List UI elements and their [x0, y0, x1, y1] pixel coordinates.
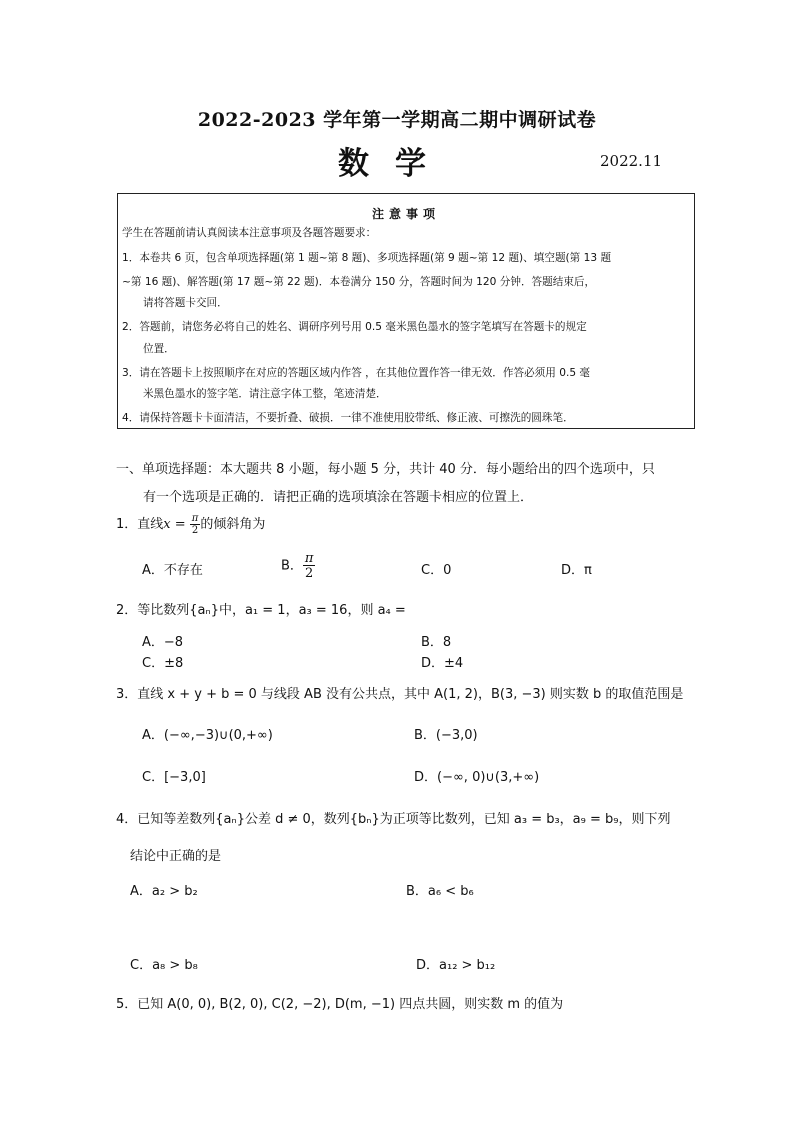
q2-option-c: C．±8: [142, 656, 184, 671]
q1-stem-pre: 直线: [137, 517, 164, 532]
exam-date: 2022.11: [600, 152, 663, 170]
fraction-numerator: π: [191, 512, 199, 524]
q1-option-c: C．0: [421, 563, 452, 578]
subject-heading: 数学: [338, 146, 452, 182]
notice-line: 1．本卷共 6 页，包含单项选择题(第 1 题~第 8 题)、多项选择题(第 9 题~第 12 题)、填空题(第 13 题: [122, 252, 612, 264]
question-number: 1．: [116, 517, 138, 532]
notice-intro: 学生在答题前请认真阅读本注意事项及各题答题要求：: [122, 227, 377, 239]
q3-option-b: B．(−3,0): [414, 728, 478, 743]
section-heading: 一、单项选择题：本大题共 8 小题，每小题 5 分，共计 40 分．每小题给出的四个选项中，只: [116, 462, 655, 477]
notice-line: 位置．: [143, 343, 175, 355]
notice-title: 注意事项: [371, 207, 440, 221]
q1-fraction: [190, 514, 201, 536]
q3-option-a: A．(−∞,−3)∪(0,+∞): [142, 728, 273, 743]
notice-line: 4．请保持答题卡卡面清洁，不要折叠、破损．一律不准使用胶带纸、修正液、可擦洗的圆珠笔．: [122, 412, 574, 424]
question-4-stem-cont: 结论中正确的是: [130, 849, 222, 864]
q4-option-d: D．a₁₂ > b₁₂: [416, 958, 496, 973]
q1-option-b-fraction: [303, 552, 316, 580]
exam-title: 2022-2023 学年第一学期高二期中调研试卷: [197, 109, 597, 131]
q2-option-d: D．±4: [421, 656, 464, 671]
notice-box: [117, 193, 695, 429]
question-3-stem: 3．直线 x + y + b = 0 与线段 AB 没有公共点，其中 A(1, 2)，B(3, −3) 则实数 b 的取值范围是: [116, 687, 684, 702]
notice-line: 请将答题卡交回．: [143, 297, 228, 309]
q3-option-c: C．[−3,0]: [142, 770, 206, 785]
q1-lhs: x =: [163, 517, 190, 532]
option-label: B．: [281, 558, 303, 574]
q1-option-b: [281, 552, 315, 580]
notice-line: 3．请在答题卡上按照顺序在对应的答题区域内作答 ，在其他位置作答一律无效．作答必须用 0.5 毫: [122, 367, 591, 379]
question-1-stem: [116, 513, 265, 536]
q1-stem-post: 的倾斜角为: [200, 517, 266, 532]
q4-option-a: A．a₂ > b₂: [130, 884, 198, 899]
q2-option-a: A．−8: [142, 635, 184, 650]
q2-option-b: B．8: [421, 635, 452, 650]
notice-line: 2．答题前，请您务必将自己的姓名、调研序列号用 0.5 毫米黑色墨水的签字笔填写在答题卡的规定: [122, 321, 587, 333]
q1-option-d: D．π: [561, 563, 592, 578]
section-heading-cont: 有一个选项是正确的．请把正确的选项填涂在答题卡相应的位置上．: [143, 490, 534, 505]
notice-line: ~第 16 题)、解答题(第 17 题~第 22 题)．本卷满分 150 分，答题时间为 120 分钟．答题结束后，: [122, 276, 596, 288]
fraction-denominator: 2: [191, 524, 199, 536]
q1-option-a: A．不存在: [142, 563, 203, 578]
q4-option-b: B．a₆ < b₆: [406, 884, 474, 899]
q4-option-c: C．a₈ > b₈: [130, 958, 198, 973]
notice-line: 米黑色墨水的签字笔．请注意字体工整，笔迹清楚．: [143, 388, 387, 400]
fraction-numerator: π: [304, 551, 314, 566]
question-4-stem: 4．已知等差数列{aₙ}公差 d ≠ 0，数列{bₙ}为正项等比数列，已知 a₃ = b₃，a₉ = b₉，则下列: [116, 812, 671, 827]
fraction-denominator: 2: [305, 566, 314, 581]
question-2-stem: 2．等比数列{aₙ}中，a₁ = 1，a₃ = 16，则 a₄ =: [116, 603, 406, 618]
question-5-stem: 5．已知 A(0, 0), B(2, 0), C(2, −2), D(m, −1) 四点共圆，则实数 m 的值为: [116, 997, 564, 1012]
q3-option-d: D．(−∞, 0)∪(3,+∞): [414, 770, 540, 785]
